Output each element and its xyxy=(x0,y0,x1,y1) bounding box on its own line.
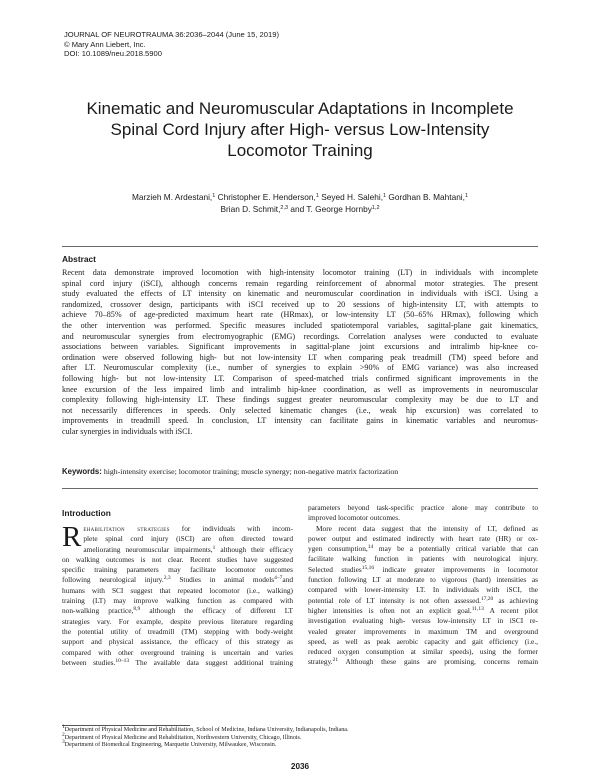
section-divider xyxy=(62,488,538,489)
body-line: speed, as well as peak aerobic capacity and gait efficiency (i.e., xyxy=(308,636,538,646)
body-text: Selected studies xyxy=(308,564,362,574)
body-text: although the efficacy of different LT xyxy=(140,606,294,616)
title-line: Spinal Cord Injury after High- versus Low-Intensity xyxy=(110,120,490,139)
journal-citation: JOURNAL OF NEUROTRAUMA 36:2036–2044 (June 15, 2019) xyxy=(64,30,279,39)
body-text: following neurological injury. xyxy=(62,575,164,585)
citation-ref: 2,3 xyxy=(163,575,171,582)
body-line: compared with other overground training is uncertain and varies xyxy=(62,647,293,657)
journal-header xyxy=(64,30,279,59)
body-line: function following LT at moderate to vigorous (hard) intensities as xyxy=(308,575,538,585)
affiliation-marker: 1 xyxy=(383,193,387,199)
body-line xyxy=(308,657,538,667)
footnote-marker: 3 xyxy=(62,739,65,746)
author-name: Gordhan B. Mahtani, xyxy=(388,192,465,202)
abstract-line: Recent data demonstrate improved locomotion with high-intensity locomotor training (LT) in individuals with incomplete xyxy=(62,268,538,277)
author-name: Christopher E. Henderson, xyxy=(217,192,316,202)
intro-left-column xyxy=(62,521,294,668)
body-line xyxy=(308,544,538,554)
affiliation-marker: 1,2 xyxy=(371,205,380,211)
author-line xyxy=(60,203,540,215)
body-line: specific training parameters may facilitate locomotor outcomes xyxy=(62,565,293,575)
body-line xyxy=(308,606,538,616)
author-name: Seyed H. Salehi, xyxy=(321,192,384,202)
citation-ref: 1 xyxy=(212,544,216,551)
footnote-text: Department of Physical Medicine and Rehabilitation, Northwestern University, Chicago, Illinois. xyxy=(64,734,302,741)
introduction-heading: Introduction xyxy=(62,508,111,518)
body-text: may be a potentially critical variable that can xyxy=(373,544,538,554)
abstract-line: associations between variables. Significant improvements in sagittal-plane joint excursions and intralimb hip-knee co- xyxy=(62,342,538,352)
author-line xyxy=(60,191,540,203)
title-line: Locomotor Training xyxy=(227,141,373,160)
abstract-line: following high- but not low-intensity LT. Comparison of speed-matched trials confirmed significant improvements in the xyxy=(62,373,538,383)
body-text: for individuals with incom- xyxy=(181,524,293,533)
body-text: non-walking practice, xyxy=(62,606,134,616)
keywords xyxy=(62,467,398,476)
citation-ref: 10–13 xyxy=(115,657,130,664)
keywords-label: Keywords: xyxy=(62,467,102,476)
author-name: and T. George Hornby xyxy=(290,204,372,214)
affiliation-marker: 1 xyxy=(212,193,216,199)
drop-cap: R xyxy=(62,521,82,553)
keywords-text: high-intensity exercise; locomotor training; muscle synergy; non-negative matrix factorization xyxy=(103,467,399,476)
abstract-line: randomized, crossover design, participants with iSCI received up to 20 sessions of high-intensity LT, with attempts to xyxy=(62,299,538,309)
abstract-body xyxy=(62,268,538,438)
abstract-line: achieve 70–85% of age-predicted maximum heart rate (HRmax), or low-intensity LT (50–65% HRmax), following which xyxy=(62,310,538,320)
affiliation-footnote xyxy=(62,724,349,735)
body-line xyxy=(62,524,293,534)
body-line xyxy=(308,596,538,606)
body-line: plete spinal cord injury (iSCI) are often directed toward xyxy=(83,534,293,544)
footnote-marker: 1 xyxy=(62,724,65,730)
footnote-divider xyxy=(62,725,190,726)
intro-right-column xyxy=(308,503,538,668)
abstract-line: spinal cord injury (iSCI), although concerns remain regarding reinforcement of abnormal motor strategies. The present xyxy=(62,278,538,288)
body-line: on walking outcomes is not clear. Recent studies have suggested xyxy=(62,554,293,564)
body-text: potential role of LT intensity is not often assessed. xyxy=(308,595,481,605)
body-line: parameters beyond task-specific practice alone may contribute to xyxy=(308,503,538,512)
body-line: investigation evaluating high- versus low-intensity LT in iSCI re- xyxy=(308,616,538,626)
abstract-line: cular synergies in individuals with iSCI. xyxy=(62,426,193,436)
body-line: compared with lower-intensity LT. In individuals with iSCI, the xyxy=(308,585,538,595)
body-line: training (LT) may improve walking function as compared with xyxy=(62,596,293,606)
citation-ref: 14 xyxy=(367,544,374,551)
footnote-text: Department of Physical Medicine and Rehabilitation, School of Medicine, Indiana University, Indianapolis, Indiana. xyxy=(64,727,349,733)
body-line xyxy=(62,606,293,616)
body-text: and xyxy=(282,575,293,585)
citation-ref: 21 xyxy=(332,657,339,664)
footnote-marker: 2 xyxy=(62,731,65,738)
body-text: Although these gains are promising, concerns remain xyxy=(338,657,538,667)
abstract-line: ordination were observed following high- but not low-intensity LT when comparing peak treadmill (TM) speed before and xyxy=(62,352,538,362)
body-line: More recent data suggest that the intensity of LT, defined as xyxy=(316,523,538,533)
section-divider xyxy=(62,246,538,247)
body-line: strategies vary. For example, despite previous literature regarding xyxy=(62,616,293,626)
affiliation-marker: 1 xyxy=(464,193,469,199)
body-line: humans with SCI suggest that repeated locomotor (i.e., walking) xyxy=(62,585,293,595)
body-text: indicate greater improvements in locomotor xyxy=(374,564,538,574)
abstract-line: and neuromuscular synergies from electromyographic (EMG) recordings. Correlation analyses were conducted to evaluate xyxy=(62,331,538,341)
copyright-line: © Mary Ann Liebert, Inc. xyxy=(64,39,146,49)
body-text: ameliorating neuromuscular impairments, xyxy=(83,544,213,554)
abstract-line: study evaluated the effects of LT intensity on kinematic and neuromuscular coordination in individuals with iSCI. Using a xyxy=(62,289,538,299)
body-line: reduced oxygen consumption at similar speeds), using the former xyxy=(308,647,538,657)
body-text: between studies. xyxy=(62,657,116,667)
citation-ref: 17,20 xyxy=(480,595,494,602)
body-text: The available data suggest additional training xyxy=(129,657,293,667)
body-line: power output and estimated indirectly with heart rate (HR) or ox- xyxy=(308,533,538,543)
body-line xyxy=(62,658,293,668)
body-text: A recent pilot xyxy=(483,605,539,615)
affiliation-marker: 2,3 xyxy=(280,205,289,211)
abstract-line: after LT. Neuromuscular complexity (i.e., number of synergies to explain >90% of EMG variance) was also increased xyxy=(62,363,538,373)
doi-line: DOI: 10.1089/neu.2018.5900 xyxy=(64,49,162,59)
body-text: ygen consumption, xyxy=(308,544,368,554)
abstract-line: improvements in treadmill speed. In conclusion, LT intensity can facilitate gains in kinematic variables and neuromus- xyxy=(62,416,538,426)
abstract-line: not necessarily differences in speeds. Only selected kinematic changes (i.e., weak hip excursion) was correlated to xyxy=(62,405,538,415)
body-text: although their efficacy xyxy=(215,544,293,554)
body-line: support and physical assistance, the efficacy of this strategy as xyxy=(62,637,293,647)
author-name: Marzieh M. Ardestani, xyxy=(131,192,213,202)
article-title xyxy=(60,98,540,161)
affiliations xyxy=(62,724,349,750)
small-caps-lead: ehabilitation strategies xyxy=(83,524,170,533)
citation-ref: 15,16 xyxy=(361,564,375,571)
body-text: as achieving xyxy=(493,595,538,605)
abstract-line: knee excursion of the less impaired limb and intralimb hip-knee coordination, as well as improvements in neuromuscular xyxy=(62,384,538,394)
author-list xyxy=(60,191,540,215)
body-line xyxy=(62,575,293,585)
affiliation-marker: 1 xyxy=(315,193,319,199)
body-line: the potential utility of treadmill (TM) stepping with body-weight xyxy=(62,626,293,636)
body-line: facilitate walking function in patients with neurological injury. xyxy=(308,554,538,564)
author-name: Brian D. Schmit, xyxy=(220,204,281,214)
footnote-text: Department of Biomedical Engineering, Marquette University, Milwaukee, Wisconsin. xyxy=(64,742,277,749)
title-line: Kinematic and Neuromuscular Adaptations in Incomplete xyxy=(86,99,514,118)
citation-ref: 4–7 xyxy=(274,575,283,582)
body-line: vealed greater improvements in maximum TM and overground xyxy=(308,626,538,636)
page-number: 2036 xyxy=(290,762,310,771)
citation-ref: 11,13 xyxy=(471,605,484,612)
citation-ref: 8,9 xyxy=(133,606,141,613)
abstract-heading: Abstract xyxy=(62,254,96,264)
affiliation-footnote xyxy=(62,739,349,750)
body-text: higher intensities is often not an explicit goal. xyxy=(308,605,472,615)
body-line xyxy=(62,545,293,555)
body-text: strategy. xyxy=(308,657,333,667)
body-text: Studies in animal models xyxy=(170,575,275,585)
body-line: improved locomotor outcomes. xyxy=(308,513,400,523)
abstract-line: complexity following high-intensity LT. These findings suggest greater neuromuscular complexity may be due to LT and xyxy=(62,395,538,405)
body-line xyxy=(308,565,538,575)
abstract-line: the other intervention was performed. Specific measures included spatiotemporal variables, sagittal-plane gait kinematics, xyxy=(62,320,538,330)
